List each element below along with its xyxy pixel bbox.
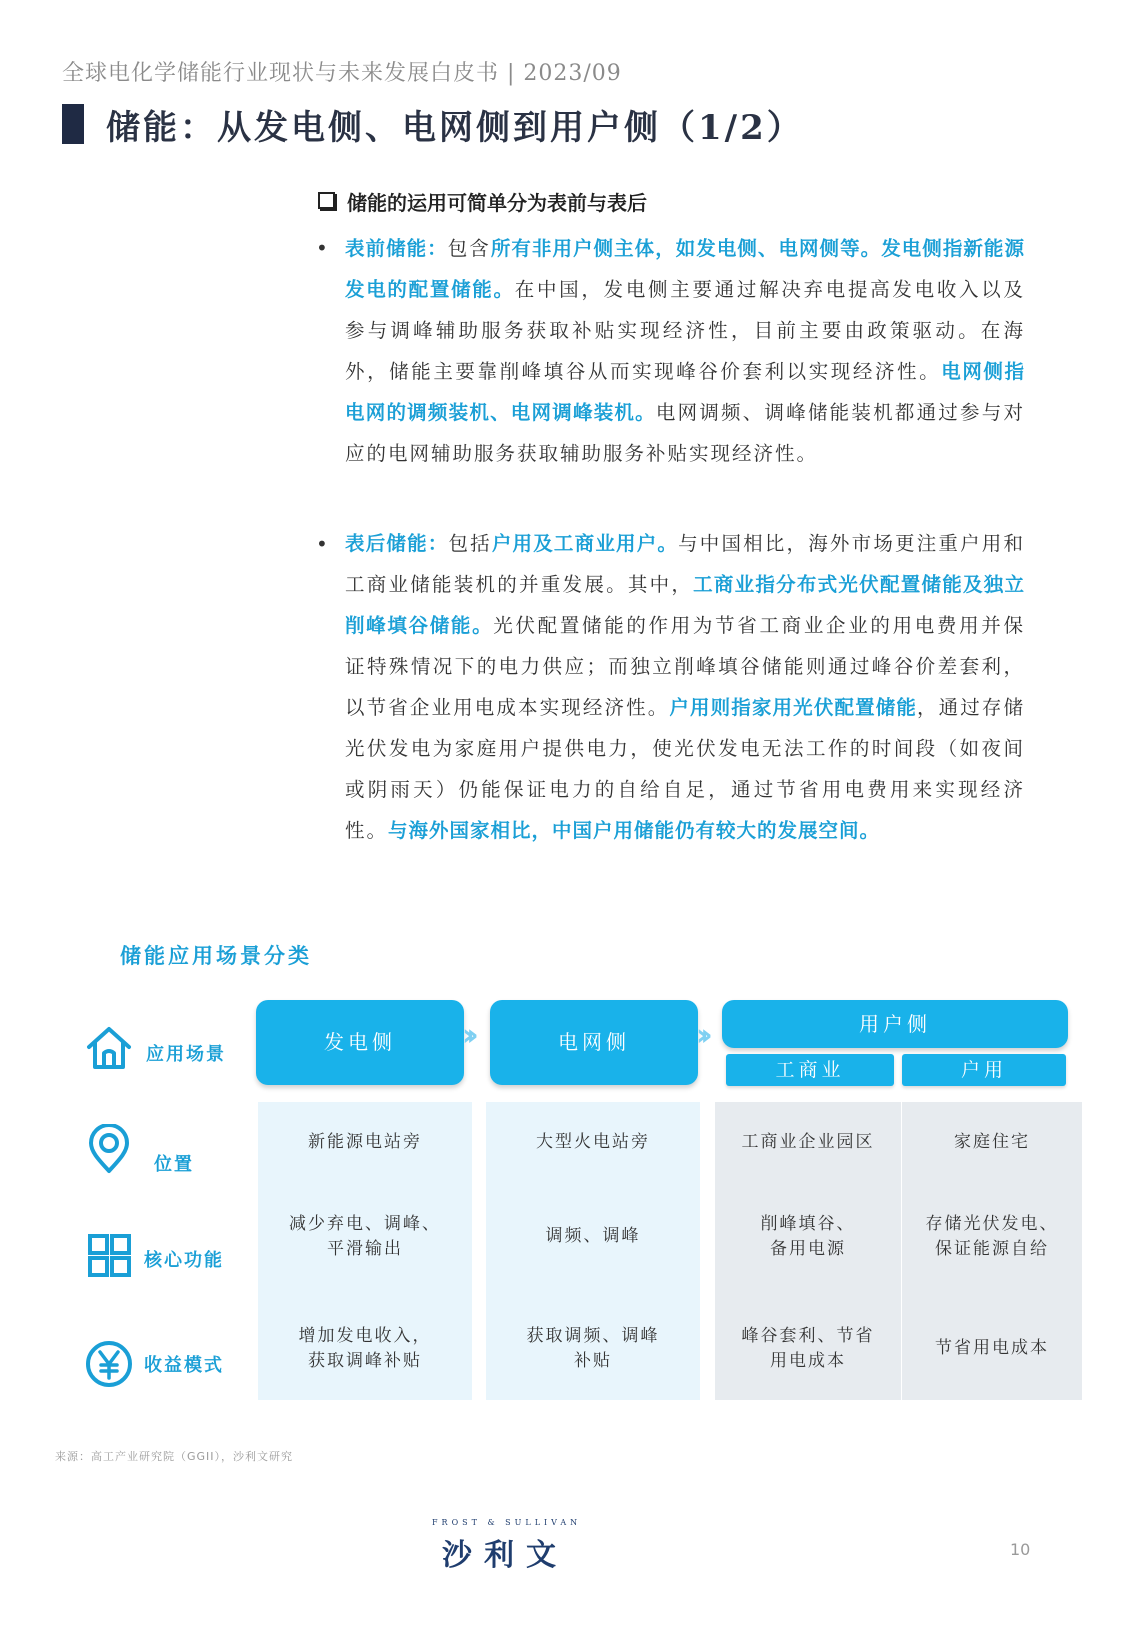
text-segment: 电网调频、调峰储能装机都通过参与对应的电网辅助服务获取辅助服务补贴实现经济性。 — [345, 401, 1025, 465]
cell-location: 大型火电站旁 — [536, 1132, 650, 1152]
highlight-segment: 所有非用户侧主体，如发电侧、电网侧等。发电侧指新能源发电的配置储能。 — [345, 237, 1025, 301]
highlight-segment: 工商业指分布式光伏配置储能及独立削峰填谷储能。 — [345, 573, 1025, 637]
grid-icon — [84, 1232, 134, 1282]
cell-function: 存储光伏发电、 保证能源自给 — [925, 1214, 1059, 1259]
row-label-scenario — [80, 1018, 240, 1078]
text-segment: 光伏配置储能的作用为节省工商业企业的用电费用并保证特殊情况下的电力供应；而独立削峰填谷储能则通过峰谷价差套利，以节省企业用电成本实现经济性。 — [345, 614, 1025, 719]
row-label-text: 应用场景 — [146, 1044, 226, 1065]
bullet-dot-icon: • — [316, 532, 328, 556]
checkbox-square-icon — [318, 192, 335, 209]
highlight-segment: 与海外国家相比，中国户用储能仍有较大的发展空间。 — [388, 819, 881, 842]
row-label-text: 位置 — [154, 1154, 194, 1175]
text-segment: 在中国，发电侧主要通过解决弃电提高发电收入以及参与调峰辅助服务获取补贴实现经济性，目前主要由政策驱动。在海外，储能主要靠削峰填谷从而实现峰谷价套利以实现经济性。 — [345, 278, 1025, 383]
text-segment: 包含 — [447, 237, 491, 260]
row-label-text: 收益模式 — [144, 1355, 224, 1376]
paragraph-front-of-meter — [345, 228, 1025, 474]
cell-location: 家庭住宅 — [954, 1132, 1030, 1152]
source-note: 来源：高工产业研究院（GGII），沙利文研究 — [55, 1450, 294, 1463]
diagram-title: 储能应用场景分类 — [120, 944, 312, 968]
cell-location: 新能源电站旁 — [308, 1132, 422, 1152]
column-generation-side — [258, 1102, 472, 1400]
paragraph-behind-meter — [345, 523, 1025, 851]
location-pin-icon — [84, 1124, 134, 1174]
term-front-of-meter: 表前储能： — [345, 237, 448, 260]
cell-revenue: 峰谷套利、节省 用电成本 — [741, 1326, 875, 1371]
term-behind-meter: 表后储能： — [345, 532, 449, 555]
report-subtitle: 全球电化学储能行业现状与未来发展白皮书 | 2023/09 — [62, 61, 622, 86]
column-grid-side — [486, 1102, 700, 1400]
subheader-commercial-industrial: 工商业 — [726, 1054, 894, 1086]
header-generation-side: 发电侧 — [256, 1000, 464, 1085]
section-heading — [318, 187, 647, 216]
bullet-dot-icon: • — [316, 236, 328, 260]
highlight-segment: 电网侧指电网的调频装机、电网调峰装机。 — [345, 360, 1025, 424]
column-commercial-industrial — [715, 1102, 901, 1400]
yen-icon — [84, 1339, 134, 1389]
logo-chinese: 沙利文 — [442, 1538, 568, 1573]
row-label-text: 核心功能 — [144, 1250, 224, 1271]
section-heading-text: 储能的运用可简单分为表前与表后 — [347, 191, 647, 215]
header-grid-side: 电网侧 — [490, 1000, 698, 1085]
text-segment: 与中国相比，海外市场更注重户用和工商业储能装机的并重发展。其中， — [345, 532, 1025, 596]
logo-english: FROST & SULLIVAN — [432, 1518, 582, 1527]
cell-revenue: 增加发电收入， 获取调峰补贴 — [298, 1326, 432, 1371]
row-label-location — [80, 1120, 240, 1180]
cell-function: 调频、调峰 — [545, 1226, 641, 1246]
column-household — [902, 1102, 1082, 1400]
cell-function: 削峰填谷、 备用电源 — [760, 1214, 856, 1259]
page-title: 储能：从发电侧、电网侧到用户侧（1/2） — [106, 108, 804, 148]
home-icon — [84, 1022, 134, 1072]
subheader-household: 户用 — [902, 1054, 1066, 1086]
row-label-function — [80, 1228, 240, 1288]
header-user-side: 用户侧 — [722, 1000, 1068, 1048]
chevron-right-icon: ›› — [696, 1018, 705, 1053]
cell-revenue: 节省用电成本 — [935, 1338, 1049, 1358]
chevron-right-icon: ›› — [462, 1018, 471, 1053]
cell-location: 工商业企业园区 — [741, 1132, 875, 1152]
page-number: 10 — [1010, 1540, 1031, 1559]
title-accent-bar — [62, 104, 84, 144]
text-segment: 包括 — [448, 532, 492, 555]
cell-function: 减少弃电、调峰、 平滑输出 — [289, 1214, 441, 1259]
text-segment: ，通过存储光伏发电为家庭用户提供电力，使光伏发电无法工作的时间段（如夜间或阴雨天）仍能保证电力的自给自足，通过节省用电费用来实现经济性。 — [345, 696, 1025, 842]
highlight-segment: 户用及工商业用户。 — [491, 532, 679, 555]
highlight-segment: 户用则指家用光伏配置储能 — [669, 696, 917, 719]
cell-revenue: 获取调频、调峰 补贴 — [526, 1326, 660, 1371]
row-label-revenue — [80, 1335, 240, 1395]
